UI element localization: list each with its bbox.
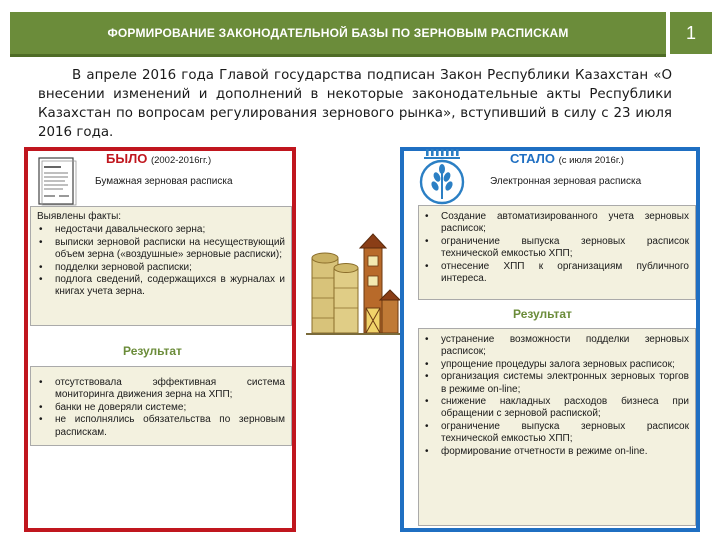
after-result-title: Результат bbox=[513, 307, 572, 321]
list-item: • не исполнялись обязательства по зерновым распискам. bbox=[37, 414, 285, 439]
paper-document-icon bbox=[35, 155, 79, 207]
list-item: • отнесение ХПП к организациям публичного интереса. bbox=[423, 261, 689, 286]
before-result-title: Результат bbox=[123, 344, 182, 358]
after-results-list bbox=[423, 334, 689, 458]
before-heading bbox=[106, 151, 211, 166]
after-heading bbox=[510, 151, 624, 166]
after-results-panel bbox=[418, 328, 696, 526]
intro-paragraph: В апреле 2016 года Главой государства подписан Закон Республики Казахстан «О внесении изменений и дополнений в некоторые законодательные акты Республики Казахстан по вопросам регулирования зернового рынка», вступивший в силу с 23 июля 2016 года. bbox=[38, 68, 672, 140]
before-results-panel bbox=[30, 366, 292, 446]
before-title: БЫЛО bbox=[106, 151, 148, 166]
list-item: • организация системы электронных зерновых торгов в режиме on-line; bbox=[423, 371, 689, 396]
before-period: (2002-2016гг.) bbox=[150, 155, 212, 166]
grain-elevator-illustration bbox=[304, 228, 404, 343]
list-item: • упрощение процедуры залога зерновых расписок; bbox=[423, 359, 689, 371]
list-item: • Создание автоматизированного учета зерновых расписок; bbox=[423, 211, 689, 236]
list-item: • выписки зерновой расписки на несуществующий объем зерна («воздушные» зерновые расписки); bbox=[37, 237, 285, 262]
list-item: • банки не доверяли системе; bbox=[37, 402, 285, 414]
after-title: СТАЛО bbox=[510, 151, 555, 166]
page-number: 1 bbox=[670, 12, 712, 54]
after-subtitle: Электронная зерновая расписка bbox=[490, 176, 642, 187]
list-item: • снижение накладных расходов бизнеса при обращении с зерновой распиской; bbox=[423, 396, 689, 421]
list-item: • отсутствовала эффективная система мониторинга движения зерна на ХПП; bbox=[37, 377, 285, 402]
list-item: • подлога сведений, содержащихся в журналах и книгах учета зерна. bbox=[37, 274, 285, 299]
slide-header bbox=[10, 12, 666, 57]
before-results-list bbox=[37, 377, 285, 439]
list-item: • устранение возможности подделки зерновых расписок; bbox=[423, 334, 689, 359]
after-period: (с июля 2016г.) bbox=[558, 155, 624, 166]
facts-title: Выявлены факты: bbox=[37, 211, 122, 222]
facts-list bbox=[37, 224, 285, 298]
measures-list bbox=[423, 211, 689, 285]
wheat-emblem-icon bbox=[416, 147, 468, 205]
before-subtitle: Бумажная зерновая расписка bbox=[95, 176, 233, 187]
list-item: • ограничение выпуска зерновых расписок технической емкостью ХПП; bbox=[423, 236, 689, 261]
slide-title: ФОРМИРОВАНИЕ ЗАКОНОДАТЕЛЬНОЙ БАЗЫ ПО ЗЕРНОВЫМ РАСПИСКАМ bbox=[107, 26, 569, 40]
after-measures-panel bbox=[418, 205, 696, 300]
before-facts-panel bbox=[30, 206, 292, 326]
list-item: • ограничение выпуска зерновых расписок технической емкостью ХПП; bbox=[423, 421, 689, 446]
list-item: • недостачи давальческого зерна; bbox=[37, 224, 285, 236]
list-item: • подделки зерновой расписки; bbox=[37, 262, 285, 274]
list-item: • формирование отчетности в режиме on-line. bbox=[423, 446, 689, 458]
